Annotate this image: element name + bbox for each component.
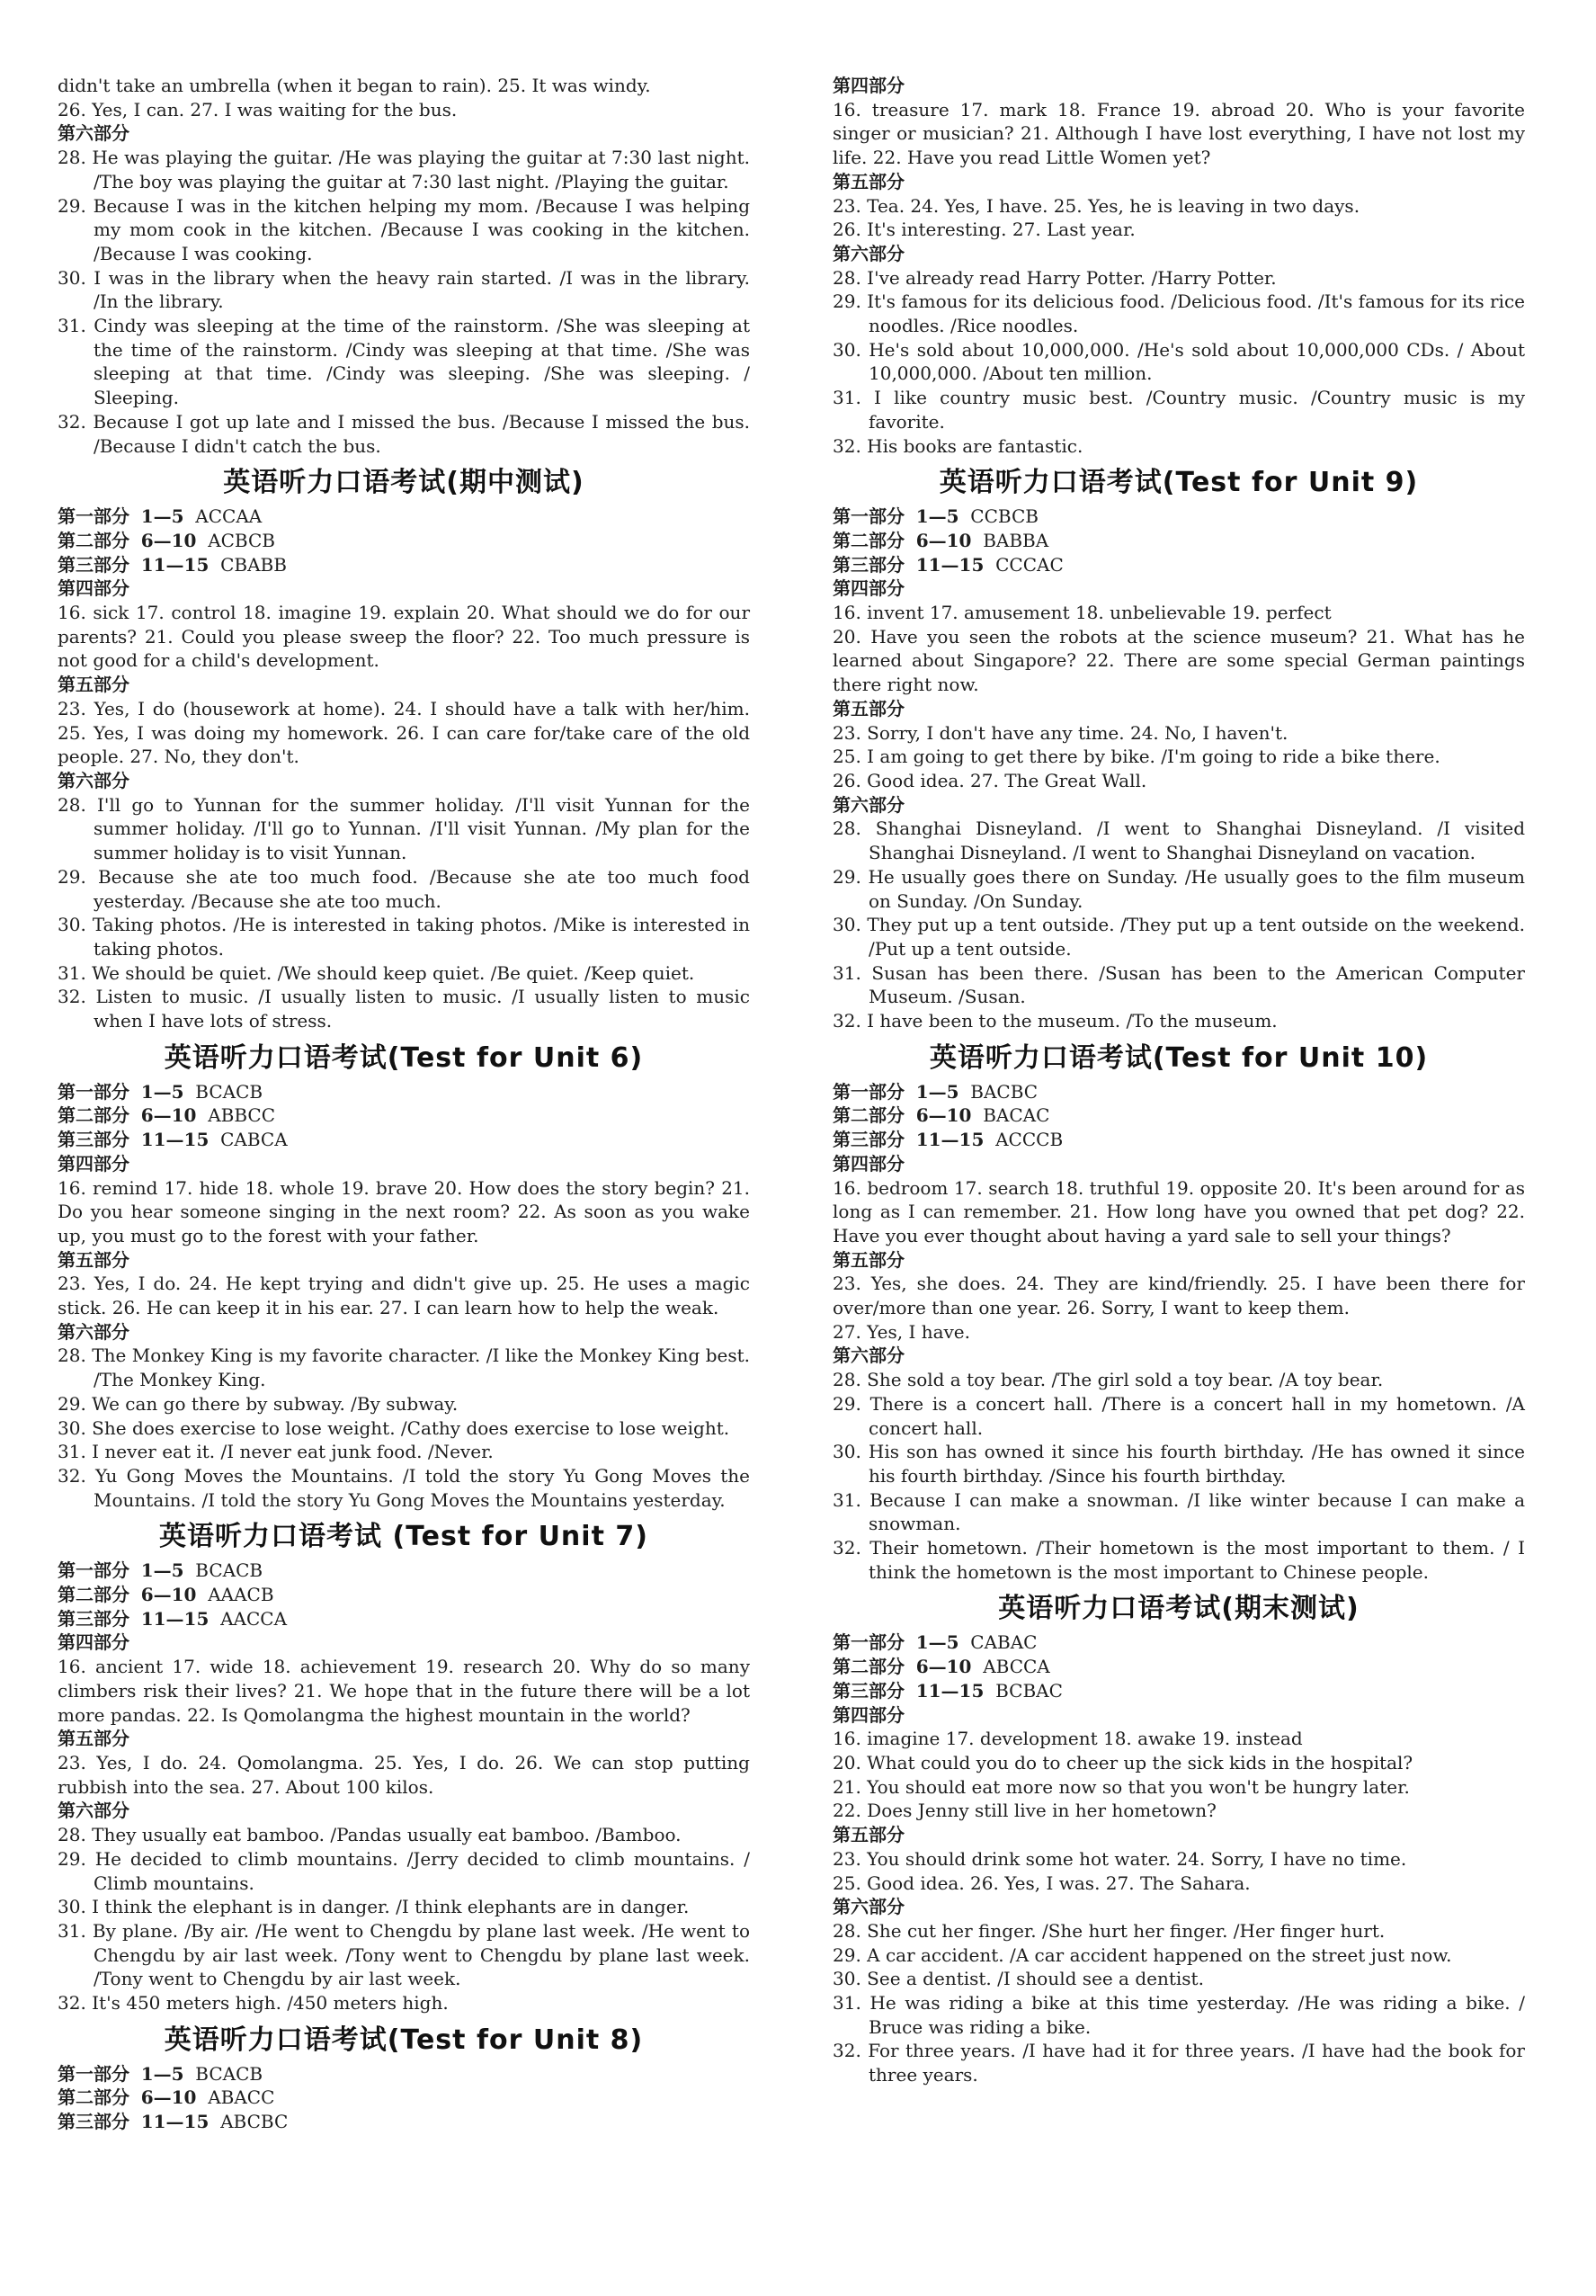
section-heading: 英语听力口语考试(Test for Unit 8) (164, 2024, 644, 2056)
answer-text: 32. Their hometown. /Their hometown is the most important to them. / I think the hometown is the most important to Chinese people. (833, 1537, 1525, 1583)
answer-row (58, 2062, 750, 2086)
part-label: 第五部分 (833, 1248, 905, 1271)
answer-text: 30. Taking photos. /He is interested in taking photos. /Mike is interested in taking photos. (58, 914, 750, 960)
answer-row (58, 1080, 750, 1104)
answer-letters: CCCAC (995, 553, 1064, 576)
answer-text: 23. Yes, she does. 24. They are kind/friendly. 25. I have been there for over/more than one year. 26. Sorry, I want to keep them. (833, 1273, 1525, 1319)
question-range: 6—10 (140, 529, 197, 551)
answer-text: 25. Good idea. 26. Yes, I was. 27. The Sahara. (833, 1872, 1251, 1894)
question-range: 1—5 (140, 505, 184, 528)
answer-text: 32. Because I got up late and I missed the bus. /Because I missed the bus. /Because I didn't catch the bus. (58, 410, 750, 457)
answer-text: 31. He was riding a bike at this time yesterday. /He was riding a bike. / Bruce was riding a bike. (833, 1992, 1525, 2038)
answer-text: 28. Shanghai Disneyland. /I went to Shanghai Disneyland. /I visited Shanghai Disneyland. /I went to Shanghai Disneyland on vacation. (833, 817, 1525, 864)
answer-text: 26. It's interesting. 27. Last year. (833, 219, 1136, 241)
part-label: 第四部分 (833, 577, 905, 600)
answer-row (58, 1128, 750, 1152)
answer-text: 26. Yes, I can. 27. I was waiting for the bus. (58, 98, 458, 121)
answer-text: 20. Have you seen the robots at the science museum? 21. What has he learned about Singapore? 22. There are some special German paintings there right now. (833, 625, 1525, 696)
answer-text: 21. You should eat more now so that you won't be hungry later. (833, 1775, 1410, 1798)
section-heading: 英语听力口语考试(期末测试) (998, 1593, 1360, 1625)
question-range: 6—10 (915, 1104, 972, 1127)
answer-letters: BABBA (983, 529, 1049, 551)
part-label: 第四部分 (58, 577, 129, 600)
question-range: 11—15 (140, 1607, 210, 1630)
answer-letters: ABBCC (208, 1104, 276, 1127)
answer-row (58, 529, 750, 553)
part-label: 第一部分 (58, 1080, 129, 1103)
question-range: 6—10 (915, 1656, 972, 1678)
part-label: 第六部分 (58, 769, 129, 791)
part-label: 第二部分 (58, 529, 129, 551)
part-label: 第二部分 (833, 529, 905, 551)
question-range: 11—15 (140, 2111, 210, 2133)
answer-text: didn't take an umbrella (when it began to rain). 25. It was windy. (58, 75, 651, 96)
answer-row (833, 1128, 1525, 1152)
part-label: 第三部分 (833, 553, 905, 576)
part-label: 第一部分 (833, 505, 905, 528)
answer-letters: ACCCB (995, 1129, 1064, 1151)
part-label: 第六部分 (833, 1896, 905, 1918)
answer-text: 25. I am going to get there by bike. /I'm going to ride a bike there. (833, 746, 1440, 768)
answer-row (58, 553, 750, 577)
part-label: 第五部分 (833, 170, 905, 192)
answer-text: 28. I'll go to Yunnan for the summer holiday. /I'll visit Yunnan for the summer holiday. /I'll go to Yunnan. /I'll visit Yunnan. /My plan for the summer holiday is to visit Yunnan. (58, 793, 750, 864)
answer-letters: BCACB (195, 2062, 263, 2085)
answer-text: 30. His son has owned it since his fourth birthday. /He has owned it since his fourth birthday. /Since his fourth birthday. (833, 1441, 1525, 1487)
question-range: 1—5 (915, 1080, 959, 1103)
answer-row (58, 1607, 750, 1631)
part-label: 第四部分 (58, 1631, 129, 1654)
answer-text: 32. For three years. /I have had it for three years. /I have had the book for three years. (833, 2040, 1525, 2086)
part-label: 第五部分 (58, 1248, 129, 1271)
part-label: 第四部分 (58, 1152, 129, 1175)
answer-letters: CABCA (220, 1129, 288, 1151)
question-range: 11—15 (140, 1129, 210, 1151)
part-label: 第一部分 (833, 1631, 905, 1654)
answer-text: 16. invent 17. amusement 18. unbelievable 19. perfect (833, 602, 1332, 624)
section-heading: 英语听力口语考试(期中测试) (223, 467, 584, 499)
section-heading: 英语听力口语考试 (Test for Unit 7) (159, 1521, 648, 1553)
section-heading: 英语听力口语考试(Test for Unit 10) (929, 1041, 1429, 1074)
answer-letters: ABCBC (220, 2111, 289, 2133)
section-heading: 英语听力口语考试(Test for Unit 9) (939, 467, 1419, 499)
part-label: 第三部分 (833, 1679, 905, 1702)
answer-text: 22. Does Jenny still live in her hometown? (833, 1800, 1217, 1822)
question-range: 11—15 (915, 1679, 985, 1702)
answer-text: 23. Tea. 24. Yes, I have. 25. Yes, he is leaving in two days. (833, 194, 1360, 217)
part-label: 第二部分 (58, 2086, 129, 2109)
part-label: 第六部分 (58, 1320, 129, 1343)
answer-row (833, 1655, 1525, 1679)
answer-text: 16. sick 17. control 18. imagine 19. explain 20. What should we do for our parents? 21. Could you please sweep the floor? 22. Too much pressure is not good for a child's development. (58, 602, 750, 672)
part-label: 第一部分 (58, 2062, 129, 2085)
part-label: 第三部分 (58, 1129, 129, 1151)
answer-row (833, 529, 1525, 553)
answer-row (58, 1103, 750, 1128)
answer-text: 29. Because I was in the kitchen helping my mom. /Because I was helping my mom cook in the kitchen. /Because I was cooking in the kitchen. /Because I was cooking. (58, 194, 750, 264)
part-label: 第三部分 (58, 1607, 129, 1630)
answer-text: 16. remind 17. hide 18. whole 19. brave 20. How does the story begin? 21. Do you hear someone singing in the next room? 22. As soon as you wake up, you must go to the forest with your father. (58, 1176, 750, 1246)
part-label: 第六部分 (58, 1800, 129, 1822)
answer-text: 30. I was in the library when the heavy rain started. /I was in the library. /In the library. (58, 266, 750, 313)
question-range: 1—5 (140, 2062, 184, 2085)
part-label: 第四部分 (833, 1152, 905, 1175)
question-range: 6—10 (915, 529, 972, 551)
left-column (58, 74, 750, 2134)
answer-row (833, 1080, 1525, 1104)
answer-row (58, 505, 750, 529)
answer-text: 30. I think the elephant is in danger. /I think elephants are in danger. (58, 1896, 690, 1918)
answer-text: 30. He's sold about 10,000,000. /He's sold about 10,000,000 CDs. / About 10,000,000. /About ten million. (833, 338, 1525, 385)
answer-row (833, 1103, 1525, 1128)
right-column (833, 74, 1525, 2087)
answer-text: 31. Because I can make a snowman. /I like winter because I can make a snowman. (833, 1488, 1525, 1535)
question-range: 11—15 (915, 1129, 985, 1151)
part-label: 第四部分 (833, 1703, 905, 1726)
question-range: 1—5 (140, 1559, 184, 1582)
answer-letters: BCBAC (995, 1679, 1063, 1702)
answer-text: 16. treasure 17. mark 18. France 19. abroad 20. Who is your favorite singer or musician? 21. Although I have lost everything, I have not lost my life. 22. Have you read Little Women yet? (833, 98, 1525, 169)
part-label: 第六部分 (833, 242, 905, 264)
part-label: 第三部分 (58, 553, 129, 576)
answer-letters: CCBCB (970, 505, 1039, 528)
answer-text: 28. The Monkey King is my favorite character. /I like the Monkey King best. /The Monkey King. (58, 1345, 750, 1391)
answer-text: 16. ancient 17. wide 18. achievement 19. research 20. Why do so many climbers risk their lives? 21. We hope that in the future there will be a lot more pandas. 22. Is Qomolangma the highest mountain in the world? (58, 1656, 750, 1726)
answer-text: 23. Yes, I do (housework at home). 24. I should have a talk with her/him. 25. Yes, I was doing my homework. 26. I can care for/take care of the old people. 27. No, they don't. (58, 697, 750, 768)
part-label: 第五部分 (833, 697, 905, 719)
answer-text: 23. You should drink some hot water. 24. Sorry, I have no time. (833, 1847, 1407, 1870)
part-label: 第三部分 (833, 1129, 905, 1151)
answer-text: 32. I have been to the museum. /To the museum. (833, 1010, 1278, 1032)
question-range: 11—15 (915, 553, 985, 576)
answer-text: 27. Yes, I have. (833, 1320, 970, 1343)
answer-row (833, 1679, 1525, 1703)
answer-letters: BCACB (195, 1080, 263, 1103)
answer-text: 30. See a dentist. /I should see a dentist. (833, 1968, 1204, 1990)
answer-text: 32. His books are fantastic. (833, 434, 1083, 457)
answer-text: 28. I've already read Harry Potter. /Harry Potter. (833, 266, 1277, 289)
answer-row (833, 505, 1525, 529)
answer-letters: ABACC (208, 2086, 275, 2109)
answer-letters: BACBC (970, 1080, 1039, 1103)
part-label: 第二部分 (833, 1104, 905, 1127)
answer-text: 31. Susan has been there. /Susan has been to the American Computer Museum. /Susan. (833, 961, 1525, 1008)
part-label: 第一部分 (58, 505, 129, 528)
part-label: 第五部分 (833, 1824, 905, 1846)
part-label: 第一部分 (833, 1080, 905, 1103)
answer-text: 31. Cindy was sleeping at the time of the rainstorm. /She was sleeping at the time of the rainstorm. /Cindy was sleeping at that time. /She was sleeping at that time. /Cindy was sleeping. /She was sleeping. / Sleeping. (58, 315, 750, 409)
answer-text: 30. They put up a tent outside. /They put up a tent outside on the weekend. /Put up a tent outside. (833, 914, 1525, 960)
answer-text: 28. She sold a toy bear. /The girl sold a toy bear. /A toy bear. (833, 1369, 1384, 1391)
question-range: 11—15 (140, 553, 210, 576)
answer-text: 31. By plane. /By air. /He went to Chengdu by plane last week. /He went to Chengdu by air last week. /Tony went to Chengdu by plane last week. /Tony went to Chengdu by air last week. (58, 1919, 750, 1990)
question-range: 6—10 (140, 2086, 197, 2109)
part-label: 第六部分 (833, 1345, 905, 1367)
answer-text: 20. What could you do to cheer up the sick kids in the hospital? (833, 1752, 1413, 1773)
answer-letters: CABAC (970, 1631, 1038, 1654)
answer-text: 16. imagine 17. development 18. awake 19. instead (833, 1728, 1303, 1750)
answer-letters: ACCAA (195, 505, 263, 528)
answer-letters: ABCCA (983, 1656, 1050, 1678)
answer-text: 30. She does exercise to lose weight. /Cathy does exercise to lose weight. (58, 1416, 730, 1439)
section-heading: 英语听力口语考试(Test for Unit 6) (164, 1041, 644, 1074)
answer-text: 31. We should be quiet. /We should keep quiet. /Be quiet. /Keep quiet. (58, 961, 695, 984)
answer-row (833, 553, 1525, 577)
answer-text: 23. Yes, I do. 24. Qomolangma. 25. Yes, I do. 26. We can stop putting rubbish into the sea. 27. About 100 kilos. (58, 1752, 750, 1798)
question-range: 1—5 (140, 1080, 184, 1103)
answer-text: 26. Good idea. 27. The Great Wall. (833, 769, 1147, 791)
answer-text: 32. Yu Gong Moves the Mountains. /I told the story Yu Gong Moves the Mountains. /I told the story Yu Gong Moves the Mountains yesterday. (58, 1464, 750, 1511)
part-label: 第六部分 (58, 122, 129, 145)
answer-text: 32. Listen to music. /I usually listen to music. /I usually listen to music when I have lots of stress. (58, 986, 750, 1032)
question-range: 6—10 (140, 1104, 197, 1127)
answer-text: 16. bedroom 17. search 18. truthful 19. opposite 20. It's been around for as long as I can remember. 21. How long have you owned that pet dog? 22. Have you ever thought about having a yard sale to sell your things? (833, 1176, 1525, 1246)
part-label: 第二部分 (58, 1104, 129, 1127)
answer-text: 29. He decided to climb mountains. /Jerry decided to climb mountains. / Climb mountains. (58, 1847, 750, 1894)
question-range: 1—5 (915, 1631, 959, 1654)
answer-text: 29. He usually goes there on Sunday. /He usually goes to the film museum on Sunday. /On Sunday. (833, 865, 1525, 912)
answer-letters: CBABB (220, 553, 287, 576)
part-label: 第四部分 (833, 75, 905, 96)
answer-letters: AAACB (208, 1584, 274, 1606)
answer-text: 23. Yes, I do. 24. He kept trying and didn't give up. 25. He uses a magic stick. 26. He can keep it in his ear. 27. I can learn how to help the weak. (58, 1273, 750, 1319)
answer-letters: ACBCB (208, 529, 276, 551)
part-label: 第五部分 (58, 1728, 129, 1750)
answer-row (58, 2086, 750, 2110)
answer-text: 29. It's famous for its delicious food. /Delicious food. /It's famous for its rice noodles. /Rice noodles. (833, 290, 1525, 337)
answer-text: 28. He was playing the guitar. /He was playing the guitar at 7:30 last night. /The boy was playing the guitar at 7:30 last night. /Playing the guitar. (58, 147, 750, 192)
answer-text: 29. We can go there by subway. /By subway. (58, 1392, 459, 1415)
answer-text: 32. It's 450 meters high. /450 meters high. (58, 1992, 449, 2015)
answer-text: 31. I like country music best. /Country music. /Country music is my favorite. (833, 387, 1525, 433)
part-label: 第三部分 (58, 2111, 129, 2133)
part-label: 第二部分 (833, 1656, 905, 1678)
answer-text: 28. They usually eat bamboo. /Pandas usually eat bamboo. /Bamboo. (58, 1824, 682, 1846)
answer-letters: BACAC (983, 1104, 1050, 1127)
answer-row (833, 1630, 1525, 1655)
part-label: 第五部分 (58, 674, 129, 696)
answer-row (58, 1583, 750, 1607)
answer-text: 29. Because she ate too much food. /Because she ate too much food yesterday. /Because she ate too much. (58, 865, 750, 912)
question-range: 1—5 (915, 505, 959, 528)
answer-letters: AACCA (220, 1607, 288, 1630)
answer-text: 29. A car accident. /A car accident happened on the street just now. (833, 1943, 1452, 1966)
part-label: 第一部分 (58, 1559, 129, 1582)
answer-text: 28. She cut her finger. /She hurt her finger. /Her finger hurt. (833, 1919, 1386, 1942)
answer-row (58, 1559, 750, 1583)
part-label: 第二部分 (58, 1584, 129, 1606)
answer-text: 29. There is a concert hall. /There is a concert hall in my hometown. /A concert hall. (833, 1392, 1525, 1439)
answer-text: 31. I never eat it. /I never eat junk food. /Never. (58, 1441, 494, 1463)
answer-text: 23. Sorry, I don't have any time. 24. No, I haven't. (833, 721, 1288, 744)
part-label: 第六部分 (833, 793, 905, 816)
answer-row (58, 2110, 750, 2134)
question-range: 6—10 (140, 1584, 197, 1606)
answer-letters: BCACB (195, 1559, 263, 1582)
